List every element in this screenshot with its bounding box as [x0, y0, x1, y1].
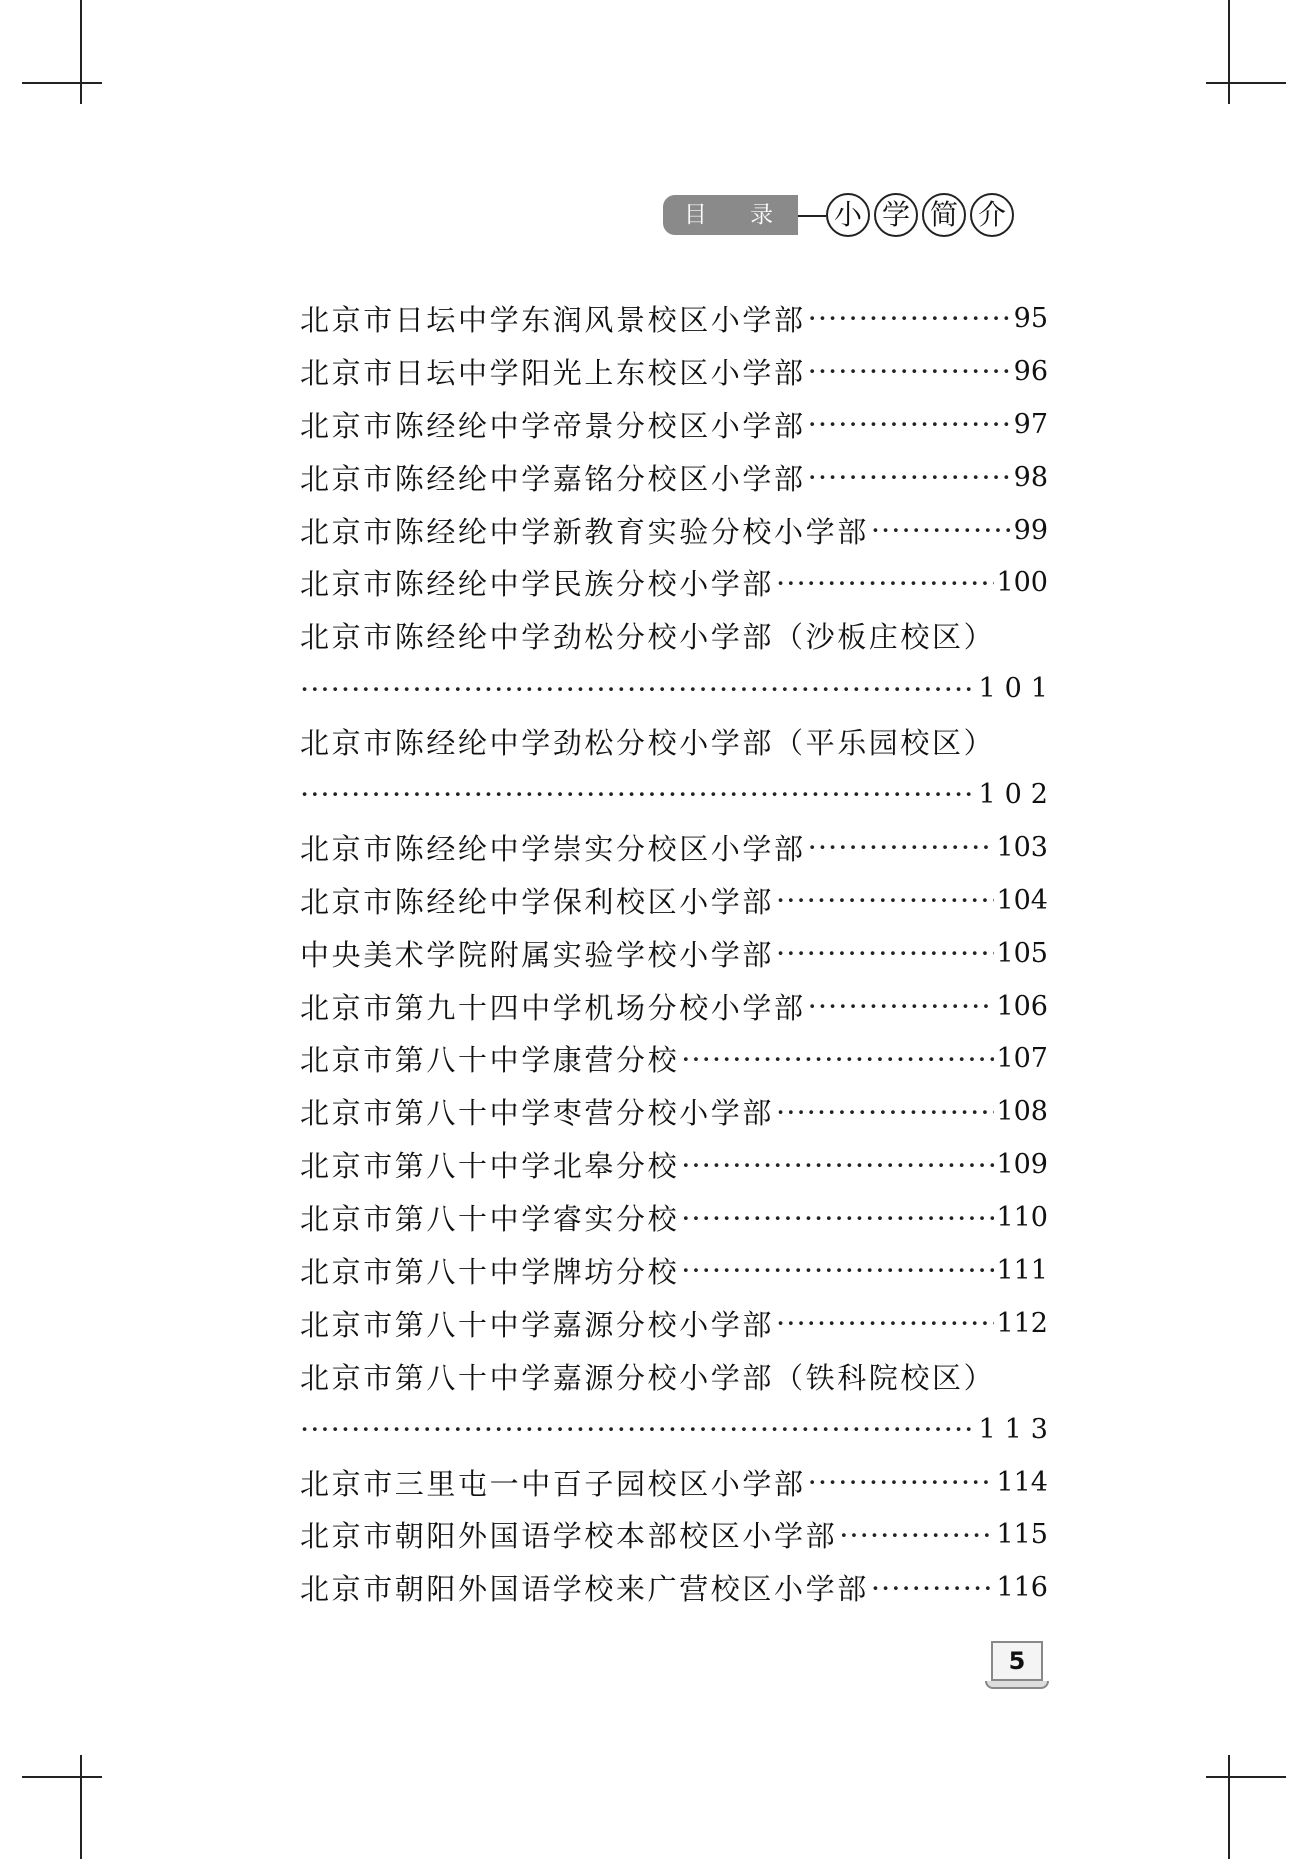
toc-entry[interactable]	[300, 1350, 1048, 1403]
crop-mark	[22, 82, 102, 84]
header-char: 小	[826, 193, 870, 237]
toc-entry[interactable]	[300, 821, 1048, 874]
toc-title: 北京市陈经纶中学保利校区小学部	[300, 884, 775, 919]
toc-title: 北京市陈经纶中学民族分校小学部	[300, 567, 775, 602]
crop-mark	[80, 1755, 82, 1859]
toc-title: 北京市日坛中学东润风景校区小学部	[300, 302, 806, 337]
table-of-contents	[300, 292, 1057, 1614]
toc-entry[interactable]	[300, 504, 1048, 557]
header-char: 简	[922, 193, 966, 237]
toc-page: 114	[996, 1466, 1048, 1498]
page-number: 5	[991, 1641, 1043, 1681]
toc-leader	[300, 1412, 976, 1446]
toc-title: 北京市陈经纶中学新教育实验分校小学部	[300, 514, 869, 549]
toc-page: 103	[996, 831, 1048, 863]
toc-page: 112	[996, 1307, 1048, 1339]
toc-title: 北京市第八十中学嘉源分校小学部	[300, 1307, 775, 1342]
toc-leader	[808, 407, 1012, 441]
toc-entry[interactable]	[300, 1138, 1048, 1191]
toc-leader	[300, 672, 976, 706]
toc-page: 115	[996, 1519, 1048, 1551]
toc-title: 北京市朝阳外国语学校本部校区小学部	[300, 1519, 838, 1554]
header-char: 学	[874, 193, 918, 237]
header-char: 介	[970, 193, 1014, 237]
toc-entry-continuation[interactable]	[300, 768, 1057, 821]
toc-entry[interactable]	[300, 874, 1048, 927]
toc-entry[interactable]	[300, 1032, 1048, 1085]
book-icon	[985, 1681, 1049, 1689]
toc-page: 97	[1013, 408, 1048, 440]
toc-leader	[808, 354, 1012, 388]
toc-leader	[776, 1306, 994, 1340]
toc-page: 106	[996, 990, 1048, 1022]
crop-mark	[1228, 0, 1230, 104]
crop-mark	[1206, 82, 1286, 84]
toc-page: 111	[996, 1254, 1048, 1286]
toc-leader	[871, 1571, 995, 1605]
toc-page: 102	[978, 778, 1057, 810]
toc-entry[interactable]	[300, 345, 1048, 398]
crop-mark	[22, 1776, 102, 1778]
toc-title: 北京市日坛中学阳光上东校区小学部	[300, 355, 806, 390]
toc-title: 北京市朝阳外国语学校来广营校区小学部	[300, 1572, 869, 1607]
toc-leader	[776, 936, 994, 970]
crop-mark	[1228, 1755, 1230, 1859]
toc-entry-continuation[interactable]	[300, 1403, 1057, 1456]
toc-entry[interactable]	[300, 1508, 1048, 1561]
toc-title: 北京市陈经纶中学劲松分校小学部（沙板庄校区）	[300, 620, 996, 655]
toc-entry[interactable]	[300, 609, 1048, 662]
toc-leader	[808, 460, 1012, 494]
toc-leader	[681, 1042, 994, 1076]
header-connector	[798, 215, 826, 217]
page-number-badge	[985, 1641, 1049, 1691]
toc-leader	[681, 1148, 994, 1182]
toc-entry[interactable]	[300, 556, 1048, 609]
header-section-title	[826, 193, 1014, 237]
toc-entry[interactable]	[300, 715, 1048, 768]
toc-title: 北京市第八十中学牌坊分校	[300, 1254, 680, 1289]
toc-title: 北京市陈经纶中学嘉铭分校区小学部	[300, 461, 806, 496]
toc-page: 98	[1013, 461, 1048, 493]
toc-page: 96	[1013, 355, 1048, 387]
toc-entry[interactable]	[300, 292, 1048, 345]
toc-entry[interactable]	[300, 1191, 1048, 1244]
toc-leader	[776, 1095, 994, 1129]
crop-mark	[1206, 1776, 1286, 1778]
toc-entry[interactable]	[300, 398, 1048, 451]
toc-page: 110	[996, 1202, 1048, 1234]
toc-page: 116	[996, 1572, 1048, 1604]
toc-leader	[808, 989, 995, 1023]
toc-page: 108	[996, 1096, 1048, 1128]
toc-leader	[808, 1465, 995, 1499]
toc-title: 北京市第八十中学康营分校	[300, 1043, 680, 1078]
toc-title: 北京市陈经纶中学崇实分校区小学部	[300, 831, 806, 866]
toc-title: 北京市陈经纶中学帝景分校区小学部	[300, 408, 806, 443]
toc-leader	[300, 777, 976, 811]
toc-page: 113	[978, 1413, 1057, 1445]
toc-leader	[776, 566, 994, 600]
toc-title: 北京市第八十中学睿实分校	[300, 1202, 680, 1237]
toc-page: 100	[996, 567, 1048, 599]
toc-title: 北京市第九十四中学机场分校小学部	[300, 990, 806, 1025]
toc-page: 99	[1013, 514, 1048, 546]
header-tab-label: 目 录	[663, 195, 798, 235]
toc-page: 107	[996, 1043, 1048, 1075]
toc-leader	[776, 883, 994, 917]
toc-entry[interactable]	[300, 1085, 1048, 1138]
toc-page: 105	[996, 937, 1048, 969]
toc-title: 北京市第八十中学枣营分校小学部	[300, 1096, 775, 1131]
toc-page: 101	[978, 673, 1057, 705]
toc-leader	[681, 1201, 994, 1235]
toc-entry[interactable]	[300, 980, 1048, 1033]
toc-title: 北京市三里屯一中百子园校区小学部	[300, 1466, 806, 1501]
toc-entry[interactable]	[300, 1456, 1048, 1509]
running-header	[663, 193, 1043, 237]
toc-entry[interactable]	[300, 1297, 1048, 1350]
toc-leader	[808, 301, 1012, 335]
toc-entry[interactable]	[300, 451, 1048, 504]
toc-leader	[839, 1518, 994, 1552]
toc-title: 北京市第八十中学北皋分校	[300, 1149, 680, 1184]
toc-page: 95	[1013, 302, 1048, 334]
toc-page: 104	[996, 884, 1048, 916]
toc-title: 北京市陈经纶中学劲松分校小学部（平乐园校区）	[300, 726, 996, 761]
toc-title: 北京市第八十中学嘉源分校小学部（铁科院校区）	[300, 1360, 996, 1395]
toc-leader	[808, 830, 995, 864]
toc-entry[interactable]	[300, 927, 1048, 980]
toc-title: 中央美术学院附属实验学校小学部	[300, 937, 775, 972]
toc-entry[interactable]	[300, 1561, 1048, 1614]
toc-page: 109	[996, 1149, 1048, 1181]
toc-entry[interactable]	[300, 1244, 1048, 1297]
toc-leader	[681, 1253, 994, 1287]
toc-entry-continuation[interactable]	[300, 662, 1057, 715]
crop-mark	[80, 0, 82, 104]
toc-leader	[871, 513, 1012, 547]
